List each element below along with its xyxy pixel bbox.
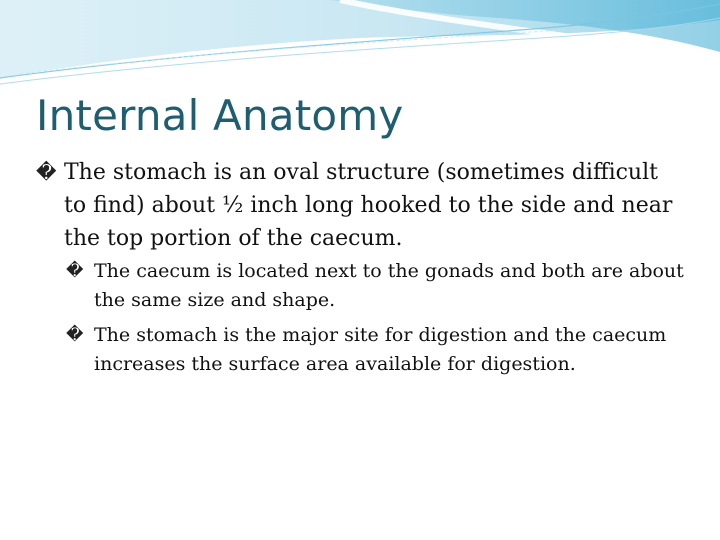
bullet-text: The stomach is the major site for digestion and the caecum increases the surface area available for digestion. <box>94 324 667 375</box>
bullet-list <box>36 156 686 379</box>
bullet-item-3 <box>66 321 686 379</box>
bullet-item-1 <box>36 156 686 255</box>
bullet-text: The caecum is located next to the gonads and both are about the same size and shape. <box>94 260 684 311</box>
bullet-glyph-icon: � <box>66 325 84 345</box>
slide-title: Internal Anatomy <box>36 91 404 140</box>
header-wave-decoration <box>0 0 720 90</box>
bullet-item-2 <box>66 257 686 315</box>
bullet-glyph-icon: � <box>36 160 57 184</box>
bullet-text: The stomach is an oval structure (sometimes difficult to find) about ½ inch long hooked to the side and near the top portion of the caecum. <box>64 160 673 251</box>
bullet-glyph-icon: � <box>66 261 84 281</box>
